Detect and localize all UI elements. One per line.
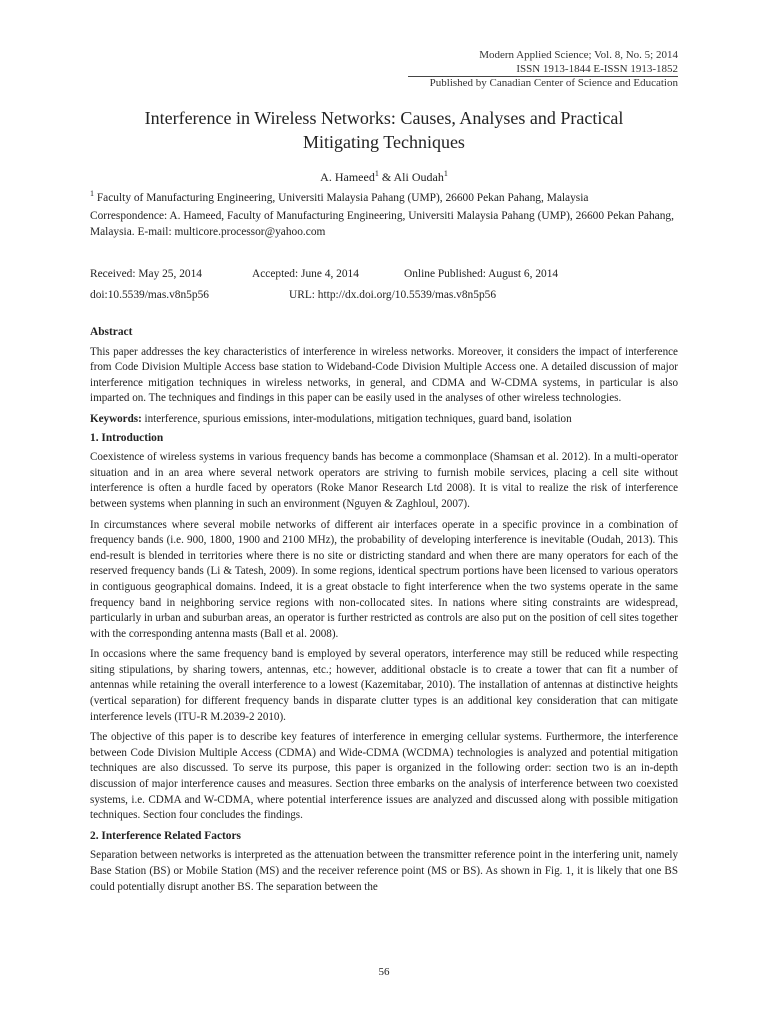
keywords-text: interference, spurious emissions, inter-modulations, mitigation techniques, guard band, isolation [141, 412, 572, 425]
doi-url[interactable]: URL: http://dx.doi.org/10.5539/mas.v8n5p56 [289, 289, 497, 301]
paper-body [90, 325, 678, 900]
author-1: A. Hameed [320, 170, 375, 184]
affiliation [90, 186, 680, 206]
correspondence: Correspondence: A. Hameed, Faculty of Manufacturing Engineering, Universiti Malaysia Pahang (UMP), 26600 Pekan Pahang, Malaysia. E-mail: multicore.processor@yahoo.com [90, 210, 674, 238]
issn-line: ISSN 1913-1844 E-ISSN 1913-1852 [516, 63, 678, 75]
author-2-affil: 1 [443, 169, 448, 178]
section-2-heading: 2. Interference Related Factors [90, 829, 241, 842]
section-1-paragraph-4: The objective of this paper is to describe key features of interference in emerging cellular systems. Furthermore, the interference between Code Division Multiple Access (CDMA) and Wide-CDMA (WCDMA) technologies is analyzed and potential mitigation techniques are also discussed. To serve its purpose, this paper is organized in the following order: section two is an in-depth discussion of major interference causes and measures. Section three embarks on the analysis of interference between two coexisted systems, i.e. CDMA and W-CDMA, where potential interference issues are analyzed and discussed along with possible mitigation techniques. Section four concludes the findings. [90, 731, 678, 822]
author-1-affil: 1 [374, 169, 379, 178]
affiliation-number: 1 [90, 189, 94, 198]
publication-dates [90, 264, 680, 306]
accepted-date: Accepted: June 4, 2014 [252, 268, 359, 280]
header-rule [408, 76, 678, 77]
journal-line: Modern Applied Science; Vol. 8, No. 5; 2014 [479, 49, 678, 61]
keywords-label: Keywords: [90, 412, 142, 425]
section-1-paragraph-3: In occasions where the same frequency band is employed by several operators, interference may still be reduced while respecting siting stipulations, by sharing towers, antennas, etc.; however, additional obstacle is to create a tower that can fit a number of antennas while retaining the overall interference to a lowest (Kazemitabar, 2010). The installation of antennas at distinctive heights (vertical separation) for different frequency bands in disparate clutter types is an additional key consideration that can mitigate interference levels (ITU-R M.2039-2 2010). [90, 648, 678, 723]
doi: doi:10.5539/mas.v8n5p56 [90, 289, 209, 301]
section-1-paragraph-2: In circumstances where several mobile networks of different air interfaces operate in a specific province in a combination of frequency bands (i.e. 900, 1800, 1900 and 2100 MHz), the probability of developing interference is inevitable (Oudah, 2013). This end-result is blended in territories where there is no site or districting standard and when there are many operators for each of the reserved frequency bands (Li & Tatesh, 2009). In some regions, identical spectrum portions have been licensed to various operators in contiguous geographical domains. Indeed, it is a great obstacle to fight interference when the two systems operate in the same frequency band in neighboring service regions with non-collocated sites. In nations where siting constraints are widespread, particularly in urban and suburban areas, an operator is further restricted as controls are also put on the position of cell sites together with the corresponding antenna masts (Ball et al. 2008). [90, 518, 678, 640]
received-date: Received: May 25, 2014 [90, 268, 202, 280]
published-date: Online Published: August 6, 2014 [404, 268, 559, 280]
paper-title [90, 106, 678, 154]
abstract-text: This paper addresses the key characteristics of interference in wireless networks. Moreover, it considers the impact of interference from Code Division Multiple Access base station to Wideband-Code Division Multiple Access one. A detailed discussion of major interference mitigation techniques in wireless networks, in general, and CDMA and W-CDMA systems, in particular is also imparted on. The techniques and findings in this paper can be easily used in the analyses of other wireless technologies. [90, 345, 678, 405]
author-2: Ali Oudah [393, 170, 444, 184]
author-separator: & [378, 170, 394, 184]
author-list [90, 166, 678, 185]
section-1-paragraph-1: Coexistence of wireless systems in various frequency bands has become a commonplace (Shamsan et al. 2012). In a multi-operator situation and in an area where several network operators are striving to furnish mobile services, placing a cell site without interference is often a hurdle faced by operators (Roke Manor Research Ltd 2008). It is vital to realize the risk of interference between systems when planning in such an environment (Nguyen & Zaghloul, 2007). [90, 451, 678, 510]
title-line-2: Mitigating Techniques [303, 132, 465, 152]
affiliation-text: Faculty of Manufacturing Engineering, Universiti Malaysia Pahang (UMP), 26600 Pekan Pahang, Malaysia [94, 191, 589, 204]
publisher-line: Published by Canadian Center of Science and Education [429, 77, 678, 89]
page-number: 56 [378, 966, 390, 978]
abstract-heading: Abstract [90, 326, 133, 338]
section-2-paragraph-1: Separation between networks is interpreted as the attenuation between the transmitter reference point in the interfering unit, namely Base Station (BS) or Mobile Station (MS) and the receiver reference point (MS or BS). As shown in Fig. 1, it is likely that one BS could potentially disrupt another BS. The separation between the [90, 849, 678, 893]
keywords [90, 412, 678, 428]
section-1-heading: 1. Introduction [90, 431, 164, 444]
journal-header [430, 48, 678, 90]
title-line-1: Interference in Wireless Networks: Causes, Analyses and Practical [144, 108, 624, 128]
